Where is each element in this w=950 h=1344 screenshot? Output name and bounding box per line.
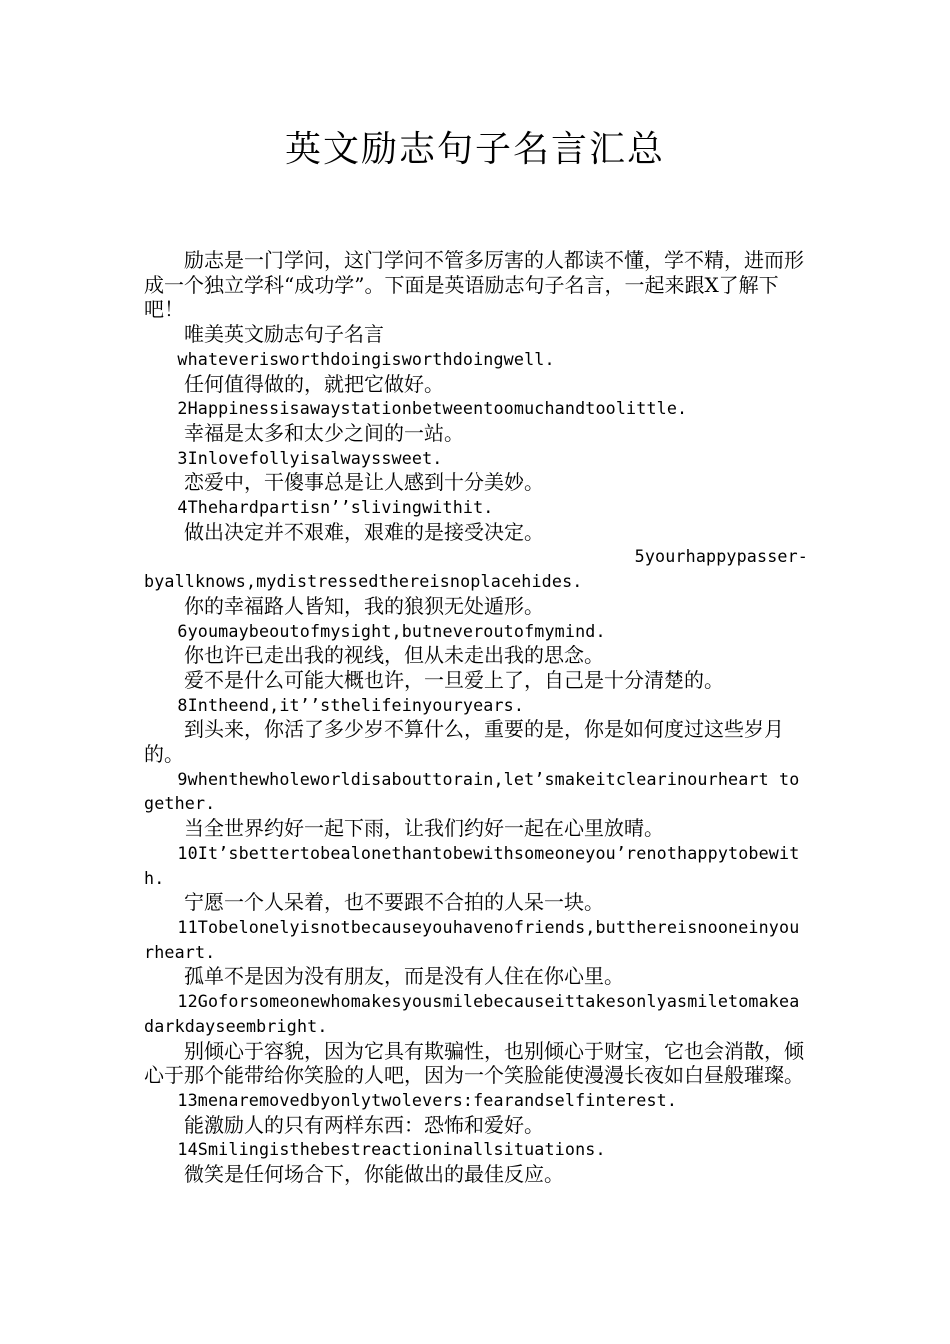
quote-chinese: 做出决定并不艰难，艰难的是接受决定。 — [184, 519, 544, 544]
intro-paragraph: 励志是一门学问，这门学问不管多厉害的人都读不懂，学不精，进而形成一个独立学科“成功学”。下面是英语励志句子名言，一起来跟X了解下吧！ — [144, 248, 804, 322]
quote-english-5-second: byallknows,mydistressedthereisnoplacehides. — [144, 571, 583, 592]
quote-chinese: 你也许已走出我的视线，但从未走出我的思念。 — [184, 643, 604, 668]
quote-english-5 — [144, 544, 808, 593]
quote-english: 8Intheend,it’’sthelifeinyouryears. — [177, 694, 525, 715]
quote-english: 11Tobelonelyisnotbecauseyouhavenofriends,butthereisnooneinyourheart. — [144, 916, 800, 962]
quote-english: 9whenthewholeworldisabouttorain,let’smakeitclearinourheart together. — [144, 768, 800, 814]
quote-english: 14Smilingisthebestreactioninallsituations. — [177, 1139, 606, 1160]
quote-chinese: 孤单不是因为没有朋友，而是没有人住在你心里。 — [184, 964, 624, 989]
quote-english: 4Thehardpartisn’’slivingwithit. — [177, 497, 494, 518]
quote-english: 6youmaybeoutofmysight,butneveroutofmymind. — [177, 620, 606, 641]
quote-english: whateverisworthdoingisworthdoingwell. — [177, 348, 555, 369]
quote-chinese: 当全世界约好一起下雨，让我们约好一起在心里放晴。 — [184, 816, 664, 841]
section-heading: 唯美英文励志句子名言 — [184, 322, 384, 347]
quote-chinese: 微笑是任何场合下，你能做出的最佳反应。 — [184, 1162, 564, 1187]
quote-english: 2Happinessisawaystationbetweentoomuchandtoolittle. — [177, 398, 688, 419]
quote-english: 12Goforsomeonewhomakesyousmilebecauseittakesonlyasmiletomakeadarkdayseembright. — [144, 991, 800, 1036]
quote-chinese: 任何值得做的，就把它做好。 — [184, 371, 444, 396]
quote-english: 3Inlovefollyisalwayssweet. — [177, 447, 443, 468]
quote-english: 13menaremovedbyonlytwolevers:fearandselfinterest. — [177, 1089, 678, 1110]
quote-chinese: 你的幸福路人皆知，我的狼狈无处遁形。 — [184, 593, 544, 618]
quote-chinese: 别倾心于容貌，因为它具有欺骗性，也别倾心于财宝，它也会消散，倾心于那个能带给你笑脸的人吧，因为一个笑脸能使漫漫长夜如白昼般璀璨。 — [144, 1038, 804, 1088]
quote-chinese: 能激励人的只有两样东西：恐怖和爱好。 — [184, 1112, 544, 1137]
document-body — [144, 248, 808, 1187]
quote-chinese: 爱不是什么可能大概也许，一旦爱上了，自己是十分清楚的。 — [184, 667, 724, 692]
quote-chinese: 宁愿一个人呆着，也不要跟不合拍的人呆一块。 — [184, 890, 604, 915]
quote-english: 10It’sbettertobealonethantobewithsomeoneyou’renothappytobewith. — [144, 842, 800, 888]
quote-chinese: 恋爱中，干傻事总是让人感到十分美妙。 — [184, 470, 544, 495]
quote-chinese: 到头来，你活了多少岁不算什么，重要的是，你是如何度过这些岁月的。 — [144, 717, 784, 767]
quote-english-5-first: 5yourhappypasser- — [634, 546, 808, 567]
quote-chinese: 幸福是太多和太少之间的一站。 — [184, 420, 464, 445]
document-title: 英文励志句子名言汇总 — [284, 129, 665, 170]
